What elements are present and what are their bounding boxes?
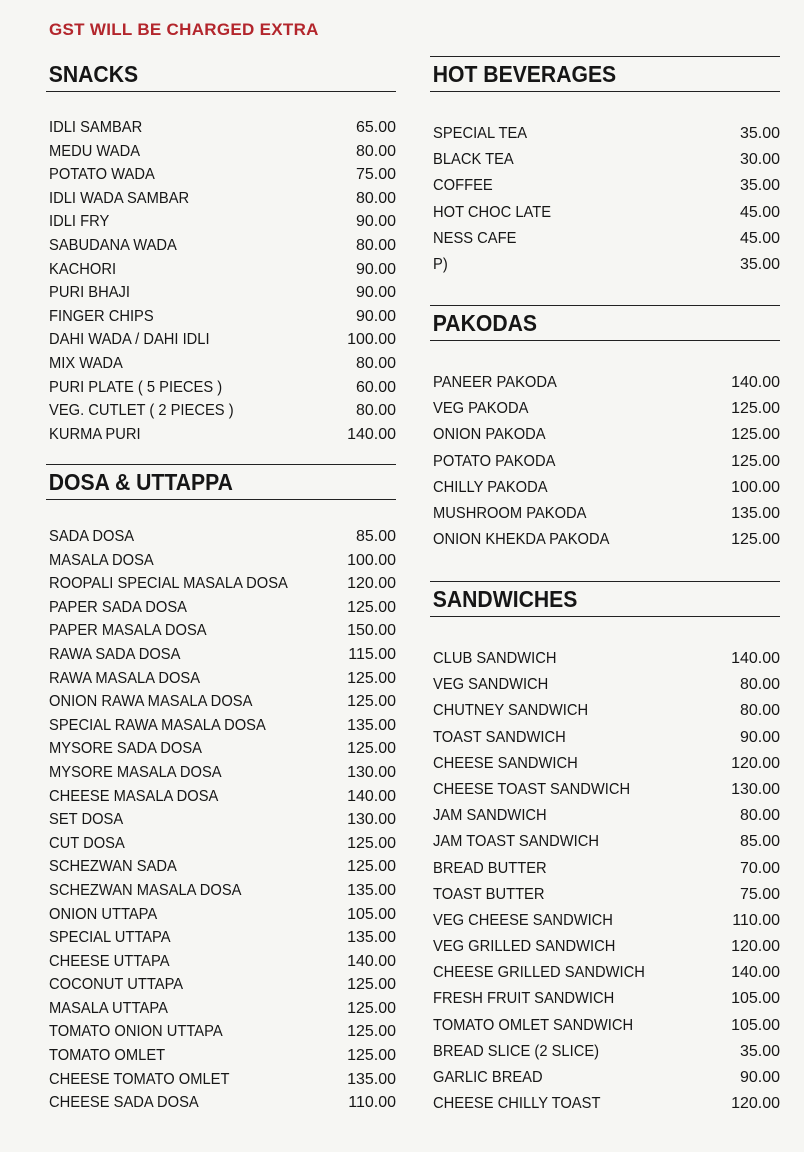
menu-item — [46, 973, 396, 997]
item-price: 130.00 — [731, 780, 780, 798]
menu-item — [46, 997, 396, 1021]
snacks-header — [46, 57, 396, 92]
item-name: BREAD SLICE (2 SLICE) — [433, 1042, 600, 1060]
section-title: PAKODAS — [432, 310, 538, 336]
item-name: CHEESE GRILLED SANDWICH — [433, 964, 645, 982]
item-name: SPECIAL UTTAPA — [49, 929, 171, 947]
menu-item — [430, 449, 780, 475]
menu-item — [46, 328, 396, 352]
menu-item — [46, 667, 396, 691]
item-name: CHEESE SANDWICH — [433, 754, 578, 772]
item-price: 125.00 — [347, 976, 396, 994]
sandwiches-list — [430, 646, 780, 1117]
item-price: 130.00 — [347, 811, 396, 829]
section-title: HOT BEVERAGES — [432, 61, 617, 87]
menu-item — [430, 121, 780, 147]
menu-item — [46, 737, 396, 761]
item-name: POTATO WADA — [49, 166, 155, 184]
item-name: VEG PAKODA — [433, 400, 529, 418]
item-price: 35.00 — [739, 177, 780, 195]
section-title: SANDWICHES — [432, 586, 578, 612]
item-name: BREAD BUTTER — [433, 859, 547, 877]
item-price: 80.00 — [355, 236, 396, 254]
menu-item — [430, 173, 780, 199]
item-price: 35.00 — [739, 1042, 780, 1060]
item-price: 90.00 — [355, 213, 396, 231]
menu-item — [46, 643, 396, 667]
item-price: 110.00 — [348, 1094, 396, 1112]
item-price: 140.00 — [731, 650, 780, 667]
menu-item — [46, 234, 396, 258]
menu-item — [430, 751, 780, 777]
menu-item — [46, 903, 396, 927]
divider — [430, 616, 780, 617]
item-name: VEG SANDWICH — [433, 676, 549, 694]
item-price: 135.00 — [731, 504, 780, 522]
item-price: 75.00 — [739, 885, 780, 903]
item-name: MUSHROOM PAKODA — [433, 504, 587, 522]
snacks-list — [46, 116, 396, 446]
item-name: P) — [433, 255, 448, 273]
item-name: RAWA SADA DOSA — [49, 645, 181, 663]
item-price: 80.00 — [355, 189, 396, 207]
item-name: BLACK TEA — [433, 151, 514, 169]
item-name: PANEER PAKODA — [433, 374, 557, 391]
item-name: CUT DOSA — [49, 834, 125, 852]
item-name: DAHI WADA / DAHI IDLI — [49, 331, 210, 349]
menu-item — [430, 422, 780, 448]
menu-item — [46, 950, 396, 974]
item-price: 125.00 — [731, 426, 780, 444]
item-name: JAM SANDWICH — [433, 807, 547, 825]
menu-item — [430, 672, 780, 698]
menu-item — [46, 785, 396, 809]
pakodas-list — [430, 370, 780, 553]
menu-item — [430, 698, 780, 724]
menu-item — [430, 725, 780, 751]
item-name: PAPER SADA DOSA — [49, 598, 187, 616]
item-price: 125.00 — [347, 669, 396, 687]
item-name: SPECIAL TEA — [433, 125, 528, 142]
divider — [46, 464, 396, 465]
menu-item — [430, 396, 780, 422]
item-price: 65.00 — [355, 119, 396, 136]
menu-item — [430, 882, 780, 908]
menu-item — [46, 140, 396, 164]
item-price: 110.00 — [732, 911, 780, 929]
item-name: IDLI SAMBAR — [49, 119, 143, 136]
item-name: CHEESE UTTAPA — [49, 952, 170, 970]
menu-item — [46, 352, 396, 376]
menu-item — [430, 777, 780, 803]
item-name: SET DOSA — [49, 811, 124, 829]
item-price: 80.00 — [739, 807, 780, 825]
menu-item — [46, 525, 396, 549]
item-name: SCHEZWAN SADA — [49, 858, 177, 876]
item-price: 125.00 — [347, 740, 396, 758]
item-name: MYSORE MASALA DOSA — [49, 763, 222, 781]
item-price: 125.00 — [347, 598, 396, 616]
menu-item — [46, 619, 396, 643]
section-title: SNACKS — [48, 61, 139, 87]
menu-item — [46, 281, 396, 305]
item-name: CHEESE TOAST SANDWICH — [433, 780, 631, 798]
sandwiches-header — [430, 581, 780, 617]
menu-item — [430, 1013, 780, 1039]
menu-item — [430, 908, 780, 934]
menu-item — [46, 187, 396, 211]
menu-item — [430, 1039, 780, 1065]
menu-item — [430, 200, 780, 226]
item-price: 135.00 — [347, 929, 396, 947]
menu-item — [430, 501, 780, 527]
item-name: IDLI WADA SAMBAR — [49, 189, 190, 207]
divider — [430, 91, 780, 92]
item-name: KACHORI — [49, 260, 117, 278]
menu-item — [430, 370, 780, 396]
menu-item — [46, 399, 396, 423]
item-name: NESS CAFE — [433, 229, 517, 247]
menu-item — [46, 808, 396, 832]
divider — [430, 56, 780, 57]
item-name: MYSORE SADA DOSA — [49, 740, 202, 758]
item-name: KURMA PURI — [49, 425, 141, 443]
item-name: POTATO PAKODA — [433, 452, 556, 470]
item-name: CHEESE TOMATO OMLET — [49, 1070, 230, 1088]
menu-item — [46, 163, 396, 187]
item-price: 125.00 — [731, 452, 780, 470]
item-name: MEDU WADA — [49, 142, 141, 160]
menu-item — [46, 761, 396, 785]
item-name: ROOPALI SPECIAL MASALA DOSA — [49, 575, 288, 593]
item-price: 125.00 — [347, 999, 396, 1017]
item-price: 130.00 — [347, 763, 396, 781]
divider — [430, 581, 780, 582]
item-price: 85.00 — [355, 528, 396, 545]
gst-notice: GST WILL BE CHARGED EXTRA — [49, 20, 319, 39]
item-price: 120.00 — [731, 1095, 780, 1113]
item-name: FINGER CHIPS — [49, 307, 154, 325]
section-title: DOSA & UTTAPPA — [48, 469, 233, 495]
menu-item — [430, 960, 780, 986]
item-price: 120.00 — [731, 754, 780, 772]
item-name: CHEESE CHILLY TOAST — [433, 1095, 601, 1113]
item-price: 120.00 — [347, 575, 396, 593]
item-price: 90.00 — [739, 1069, 780, 1086]
menu-item — [430, 803, 780, 829]
pakodas-header — [430, 305, 780, 341]
menu-item — [46, 258, 396, 282]
item-name: TOMATO ONION UTTAPA — [49, 1023, 223, 1041]
item-name: TOAST SANDWICH — [433, 728, 566, 746]
item-price: 90.00 — [355, 260, 396, 278]
dosa-list — [46, 525, 396, 1115]
item-price: 135.00 — [347, 881, 396, 899]
item-price: 35.00 — [739, 125, 780, 142]
item-price: 140.00 — [731, 964, 780, 982]
menu-item — [46, 832, 396, 856]
item-name: CHEESE MASALA DOSA — [49, 787, 219, 805]
item-price: 100.00 — [731, 478, 780, 496]
item-name: TOMATO OMLET — [49, 1047, 166, 1065]
item-price: 105.00 — [731, 1016, 780, 1034]
item-price: 90.00 — [739, 728, 780, 746]
menu-item — [46, 423, 396, 447]
menu-item — [430, 252, 780, 278]
item-name: MIX WADA — [49, 354, 123, 372]
item-name: VEG. CUTLET ( 2 PIECES ) — [49, 402, 234, 420]
item-price: 100.00 — [347, 551, 396, 569]
menu-item — [430, 1065, 780, 1091]
item-name: COFFEE — [433, 177, 493, 195]
menu-item — [46, 926, 396, 950]
item-name: SABUDANA WADA — [49, 236, 177, 254]
item-price: 125.00 — [731, 531, 780, 549]
item-name: CHILLY PAKODA — [433, 478, 548, 496]
divider — [46, 499, 396, 500]
item-price: 125.00 — [347, 834, 396, 852]
divider — [430, 305, 780, 306]
item-price: 125.00 — [347, 1047, 396, 1065]
item-name: MASALA UTTAPA — [49, 999, 168, 1017]
item-price: 105.00 — [347, 905, 396, 923]
menu-item — [46, 879, 396, 903]
item-name: MASALA DOSA — [49, 551, 154, 569]
item-name: GARLIC BREAD — [433, 1069, 543, 1086]
item-price: 80.00 — [355, 354, 396, 372]
item-price: 90.00 — [355, 307, 396, 325]
menu-item — [46, 549, 396, 573]
item-price: 80.00 — [739, 676, 780, 694]
item-price: 115.00 — [348, 645, 396, 663]
item-price: 80.00 — [355, 402, 396, 420]
item-price: 30.00 — [739, 151, 780, 169]
menu-item — [46, 596, 396, 620]
item-price: 140.00 — [731, 374, 780, 391]
hot-beverages-list — [430, 121, 780, 278]
item-price: 125.00 — [347, 858, 396, 876]
item-price: 75.00 — [355, 166, 396, 184]
item-price: 35.00 — [739, 255, 780, 273]
menu-item — [430, 646, 780, 672]
item-price: 135.00 — [347, 1070, 396, 1088]
item-price: 125.00 — [347, 1023, 396, 1041]
item-price: 100.00 — [347, 331, 396, 349]
item-name: TOMATO OMLET SANDWICH — [433, 1016, 634, 1034]
item-name: SADA DOSA — [49, 528, 135, 545]
item-name: ONION PAKODA — [433, 426, 546, 444]
item-name: PURI BHAJI — [49, 284, 130, 302]
item-name: CHUTNEY SANDWICH — [433, 702, 589, 720]
menu-item — [46, 1044, 396, 1068]
item-name: HOT CHOC LATE — [433, 203, 552, 221]
item-price: 105.00 — [731, 990, 780, 1008]
menu-item — [46, 1020, 396, 1044]
item-price: 90.00 — [355, 284, 396, 302]
item-name: ONION UTTAPA — [49, 905, 158, 923]
item-price: 45.00 — [739, 229, 780, 247]
menu-item — [430, 986, 780, 1012]
menu-item — [46, 572, 396, 596]
menu-item — [430, 527, 780, 553]
item-name: VEG GRILLED SANDWICH — [433, 938, 616, 956]
item-name: SPECIAL RAWA MASALA DOSA — [49, 716, 266, 734]
menu-item — [46, 1068, 396, 1092]
item-price: 140.00 — [347, 425, 396, 443]
item-name: SCHEZWAN MASALA DOSA — [49, 881, 242, 899]
item-name: IDLI FRY — [49, 213, 110, 231]
item-name: CLUB SANDWICH — [433, 650, 557, 667]
item-name: CHEESE SADA DOSA — [49, 1094, 199, 1112]
menu-item — [46, 690, 396, 714]
item-name: JAM TOAST SANDWICH — [433, 833, 600, 851]
item-price: 140.00 — [347, 952, 396, 970]
divider — [430, 340, 780, 341]
dosa-header — [46, 464, 396, 500]
menu-item — [430, 934, 780, 960]
menu-item — [46, 1091, 396, 1115]
menu-item — [46, 210, 396, 234]
item-price: 80.00 — [355, 142, 396, 160]
item-name: RAWA MASALA DOSA — [49, 669, 201, 687]
item-name: PAPER MASALA DOSA — [49, 622, 207, 640]
item-name: COCONUT UTTAPA — [49, 976, 184, 994]
menu-item — [430, 475, 780, 501]
item-name: TOAST BUTTER — [433, 885, 545, 903]
menu-item — [430, 226, 780, 252]
item-name: ONION KHEKDA PAKODA — [433, 531, 610, 549]
item-price: 150.00 — [347, 622, 396, 640]
item-name: VEG CHEESE SANDWICH — [433, 911, 613, 929]
item-price: 60.00 — [355, 378, 396, 396]
item-price: 120.00 — [731, 938, 780, 956]
item-price: 125.00 — [731, 400, 780, 418]
menu-item — [46, 855, 396, 879]
item-price: 70.00 — [739, 859, 780, 877]
menu-item — [46, 376, 396, 400]
item-name: ONION RAWA MASALA DOSA — [49, 693, 253, 711]
item-price: 85.00 — [739, 833, 780, 851]
menu-item — [430, 1091, 780, 1117]
menu-item — [46, 116, 396, 140]
item-name: PURI PLATE ( 5 PIECES ) — [49, 378, 223, 396]
item-name: FRESH FRUIT SANDWICH — [433, 990, 615, 1008]
item-price: 80.00 — [739, 702, 780, 720]
hot-beverages-header — [430, 56, 780, 92]
item-price: 45.00 — [739, 203, 780, 221]
menu-item — [430, 147, 780, 173]
menu-item — [430, 829, 780, 855]
menu-item — [46, 714, 396, 738]
item-price: 135.00 — [347, 716, 396, 734]
menu-item — [430, 856, 780, 882]
item-price: 125.00 — [347, 693, 396, 711]
item-price: 140.00 — [347, 787, 396, 805]
menu-item — [46, 305, 396, 329]
divider — [46, 91, 396, 92]
